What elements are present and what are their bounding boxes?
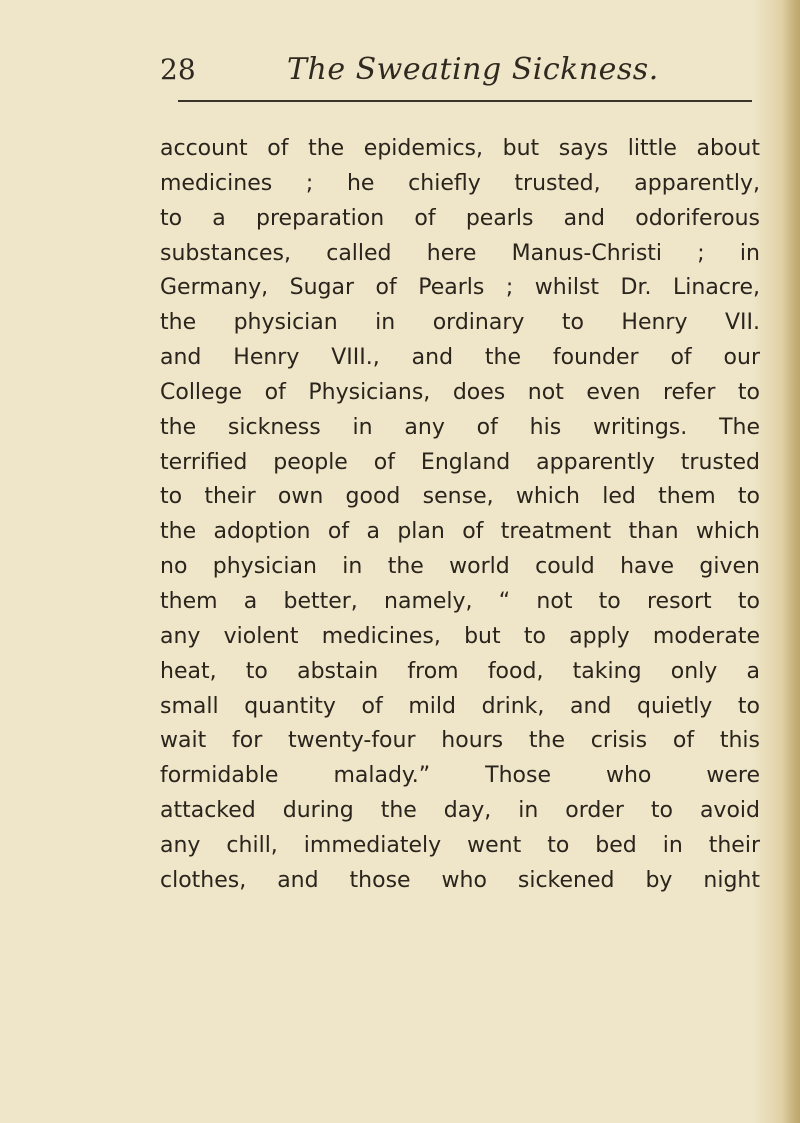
- text-line: any chill, immediately went to bed in their: [160, 832, 760, 858]
- text-line: any violent medicines, but to apply moderate: [160, 623, 760, 649]
- page-header: [0, 44, 800, 94]
- page-number: 28: [160, 53, 196, 86]
- text-line: the physician in ordinary to Henry VII.: [160, 310, 760, 336]
- body-text: [160, 132, 760, 899]
- running-title: The Sweating Sickness.: [287, 52, 659, 87]
- text-line: heat, to abstain from food, taking only a: [160, 658, 760, 684]
- text-line: small quantity of mild drink, and quietly to: [160, 693, 760, 719]
- text-line: terrified people of England apparently trusted: [160, 449, 760, 475]
- text-line: clothes, and those who sickened by night: [160, 867, 760, 893]
- text-line: the sickness in any of his writings. The: [160, 414, 760, 440]
- text-line: College of Physicians, does not even refer to: [160, 379, 760, 405]
- text-line: Germany, Sugar of Pearls ; whilst Dr. Linacre,: [160, 275, 760, 301]
- page-edge-shadow: [782, 0, 800, 1123]
- text-line: substances, called here Manus-Christi ; in: [160, 240, 760, 266]
- text-line: account of the epidemics, but says little about: [160, 136, 760, 161]
- text-line: formidable malady.” Those who were: [160, 763, 760, 789]
- text-line: attacked during the day, in order to avoid: [160, 798, 760, 824]
- text-line: them a better, namely, “ not to resort to: [160, 588, 760, 614]
- text-line: and Henry VIII., and the founder of our: [160, 345, 760, 371]
- text-line: no physician in the world could have given: [160, 554, 760, 580]
- text-line: to their own good sense, which led them to: [160, 484, 760, 510]
- text-line: wait for twenty-four hours the crisis of this: [160, 728, 760, 754]
- header-rule: [178, 100, 752, 102]
- text-line: medicines ; he chiefly trusted, apparently,: [160, 170, 760, 196]
- text-line: the adoption of a plan of treatment than which: [160, 519, 760, 545]
- text-line: to a preparation of pearls and odoriferous: [160, 205, 760, 231]
